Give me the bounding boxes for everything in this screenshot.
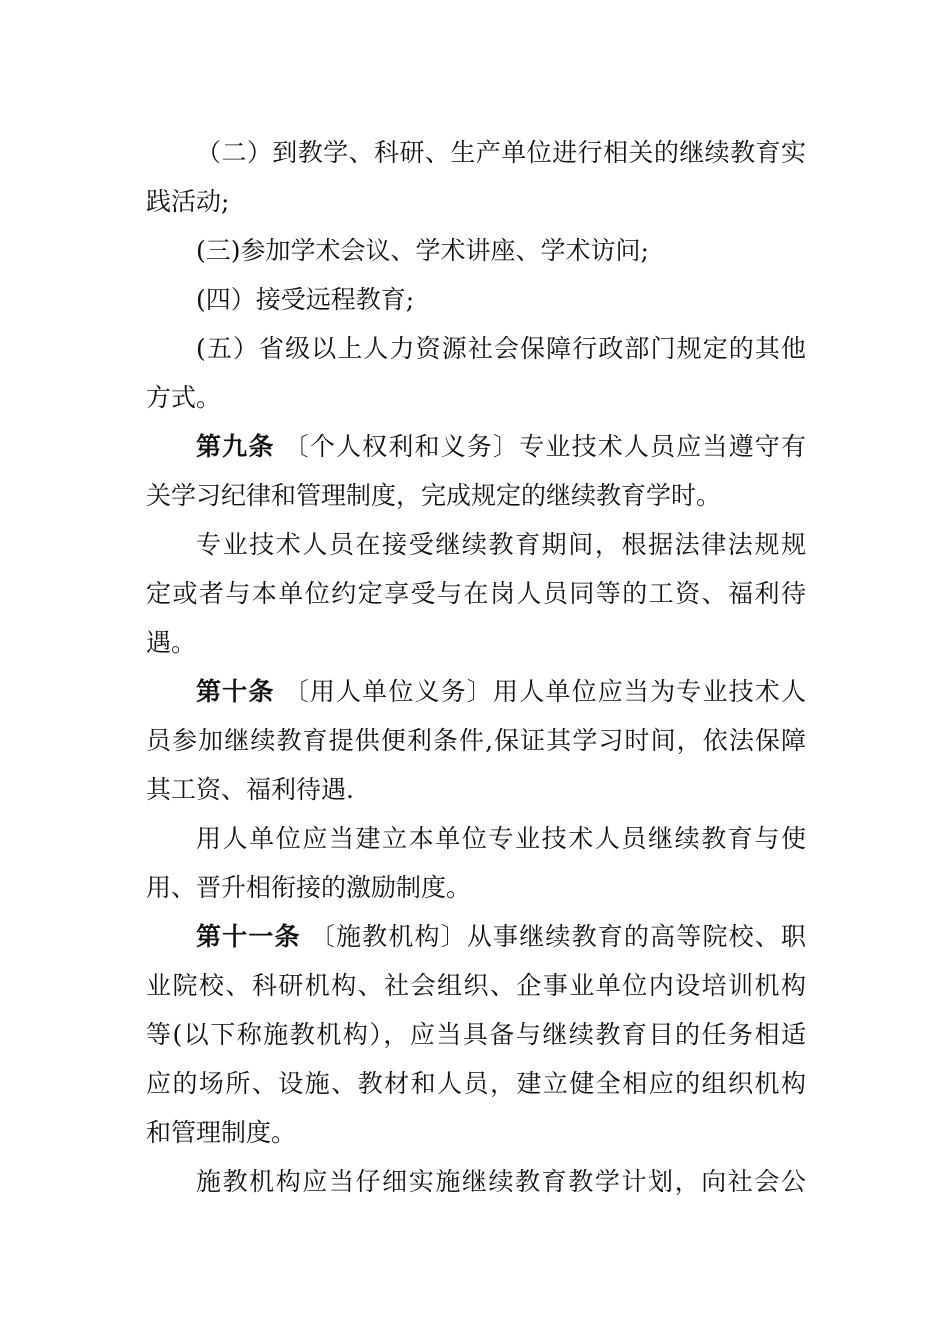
line-text: 员参加继续教育提供便利条件,保证其学习时间，依法保障 [146, 726, 806, 755]
article-number: 第十条 [196, 677, 275, 706]
line-text: 专业技术人员在接受继续教育期间，根据法律法规规 [196, 530, 806, 559]
article-heading-line [146, 422, 806, 471]
text-line [146, 226, 806, 275]
line-text: 施教机构应当仔细实施继续教育教学计划，向社会公 [196, 1167, 806, 1196]
text-line [146, 177, 806, 226]
text-line [146, 863, 806, 912]
line-text: 和管理制度。 [146, 1118, 297, 1147]
line-text: 其工资、福利待遇. [146, 775, 354, 804]
text-line [146, 471, 806, 520]
line-text: 用人单位应当建立本单位专业技术人员继续教育与使 [196, 824, 806, 853]
line-text: 业院校、科研机构、社会组织、企事业单位内设培训机构 [146, 971, 806, 1000]
line-text: 定或者与本单位约定享受与在岗人员同等的工资、福利待 [146, 579, 806, 608]
text-line [146, 961, 806, 1010]
text-line [146, 324, 806, 373]
text-line [146, 814, 806, 863]
line-text: (四）接受远程教育; [196, 285, 415, 314]
line-text: (三)参加学术会议、学术讲座、学术访问; [196, 236, 649, 265]
text-line [146, 520, 806, 569]
line-text: 方式。 [146, 383, 222, 412]
article-number: 第十一条 [196, 922, 301, 951]
line-text: 践活动; [146, 187, 230, 216]
article-number: 第九条 [196, 432, 275, 461]
line-text: 〔个人权利和义务〕专业技术人员应当遵守有 [283, 432, 806, 461]
text-line [146, 765, 806, 814]
text-line [146, 275, 806, 324]
line-text: 关学习纪律和管理制度，完成规定的继续教育学时。 [146, 481, 722, 510]
text-line [146, 1059, 806, 1108]
text-line [146, 1010, 806, 1059]
line-text: （二）到教学、科研、生产单位进行相关的继续教育实 [196, 138, 806, 167]
line-text: 遇。 [146, 628, 197, 657]
text-line [146, 1157, 806, 1206]
line-text: 〔用人单位义务〕用人单位应当为专业技术人 [283, 677, 806, 706]
text-line [146, 569, 806, 618]
article-heading-line [146, 667, 806, 716]
line-text: 等(以下称施教机构），应当具备与继续教育目的任务相适 [146, 1020, 806, 1049]
document-page [146, 128, 806, 1206]
line-text: 〔施教机构〕从事继续教育的高等院校、职 [309, 922, 806, 951]
text-line [146, 373, 806, 422]
text-line [146, 618, 806, 667]
text-line [146, 1108, 806, 1157]
line-text: 应的场所、设施、教材和人员，建立健全相应的组织机构 [146, 1069, 806, 1098]
text-line [146, 716, 806, 765]
line-text: 用、晋升相衔接的激励制度。 [146, 873, 472, 902]
article-heading-line [146, 912, 806, 961]
text-line [146, 128, 806, 177]
line-text: (五）省级以上人力资源社会保障行政部门规定的其他 [196, 334, 806, 363]
